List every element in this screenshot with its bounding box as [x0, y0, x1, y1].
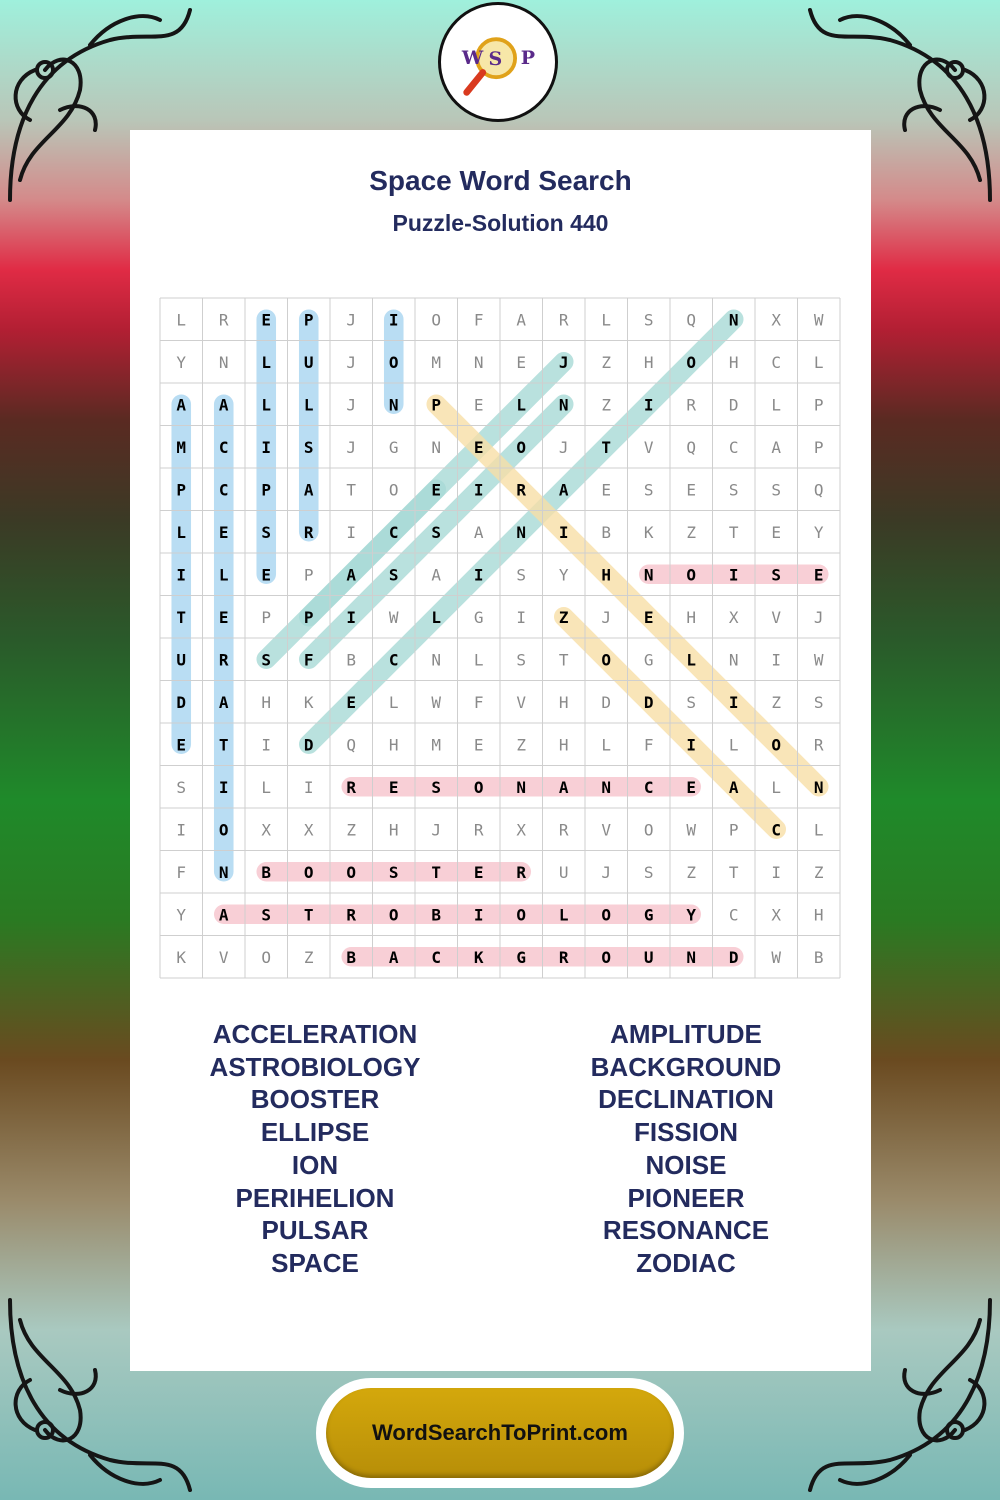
grid-cell: I — [176, 565, 187, 585]
grid-cell: R — [558, 310, 569, 330]
grid-cell: N — [728, 310, 739, 330]
grid-cell: H — [388, 735, 399, 755]
grid-cell: C — [728, 905, 739, 925]
grid-cell: S — [771, 480, 782, 500]
grid-cell: E — [431, 480, 442, 500]
grid-cell: Q — [346, 735, 357, 755]
grid-cell: P — [261, 480, 272, 500]
grid-cell: L — [388, 692, 399, 712]
logo-letter-s: S — [488, 47, 503, 70]
grid-cell: S — [728, 480, 739, 500]
grid-cell: K — [176, 947, 187, 967]
word-list-item: PIONEER — [627, 1182, 745, 1213]
word-list-right — [501, 1018, 871, 1280]
grid-cell: D — [728, 947, 739, 967]
grid-cell: E — [261, 565, 272, 585]
grid-cell: E — [473, 735, 484, 755]
grid-cell: S — [303, 437, 314, 457]
grid-cell: I — [388, 310, 399, 330]
grid-cell: U — [558, 862, 569, 882]
grid-cell: E — [813, 565, 824, 585]
grid-cell: C — [728, 437, 739, 457]
grid-cell: O — [686, 352, 697, 372]
grid-cell: N — [473, 352, 484, 372]
grid-cell: R — [218, 310, 229, 330]
word-list-item: ASTROBIOLOGY — [209, 1051, 421, 1082]
grid-cell: N — [431, 650, 442, 670]
grid-cell: L — [601, 310, 612, 330]
grid-cell: B — [813, 947, 824, 967]
grid-cell: C — [771, 820, 782, 840]
grid-cell: S — [261, 905, 272, 925]
grid-cell: E — [516, 352, 527, 372]
grid-cell: Y — [558, 565, 569, 585]
grid-cell: N — [218, 862, 229, 882]
grid-cell: D — [303, 735, 314, 755]
grid-cell: J — [558, 352, 569, 372]
grid-cell: T — [303, 905, 314, 925]
grid-cell: O — [261, 947, 272, 967]
grid-cell: Z — [601, 395, 612, 415]
grid-cell: A — [388, 947, 399, 967]
grid-cell: X — [516, 820, 527, 840]
grid-cell: O — [686, 565, 697, 585]
word-list-item: RESONANCE — [602, 1215, 770, 1246]
word-search-grid — [160, 298, 840, 978]
page-title: Space Word Search — [369, 165, 632, 196]
grid-cell: R — [558, 820, 569, 840]
grid-cell: J — [558, 437, 569, 457]
grid-cell: O — [388, 905, 399, 925]
grid-cell: E — [473, 862, 484, 882]
word-list-item: FISSION — [633, 1117, 738, 1148]
grid-cell: A — [516, 310, 527, 330]
grid-cell: P — [303, 565, 314, 585]
grid-cell: I — [771, 650, 782, 670]
grid-cell: Z — [686, 522, 697, 542]
grid-cell: C — [771, 352, 782, 372]
grid-cell: G — [388, 437, 399, 457]
grid-cell: A — [473, 522, 484, 542]
grid-cell: L — [516, 395, 527, 415]
grid-cell: E — [686, 480, 697, 500]
grid-cell: R — [473, 820, 484, 840]
grid-cell: R — [686, 395, 697, 415]
grid-cell: I — [346, 522, 357, 542]
grid-cell: Q — [686, 310, 697, 330]
grid-cell: N — [558, 395, 569, 415]
grid-cell: S — [516, 565, 527, 585]
grid-cell: L — [261, 352, 272, 372]
grid-cell: I — [176, 820, 187, 840]
grid-cell: G — [643, 905, 654, 925]
grid-cell: A — [431, 565, 442, 585]
grid-cell: Z — [346, 820, 357, 840]
grid-cell: N — [601, 777, 612, 797]
grid-cell: L — [261, 395, 272, 415]
grid-cell: A — [558, 777, 569, 797]
grid-cell: P — [303, 607, 314, 627]
grid-cell: Z — [516, 735, 527, 755]
word-list-item: AMPLITUDE — [610, 1019, 762, 1049]
grid-cell: A — [176, 395, 187, 415]
grid-cell: R — [558, 947, 569, 967]
grid-cell: G — [516, 947, 527, 967]
grid-cell: I — [218, 777, 229, 797]
grid-cell: S — [388, 565, 399, 585]
grid-cell: N — [388, 395, 399, 415]
grid-cell: X — [728, 607, 739, 627]
grid-cell: W — [771, 947, 782, 967]
grid-cell: L — [431, 607, 442, 627]
grid-cell: N — [643, 565, 654, 585]
grid-cell: P — [261, 607, 272, 627]
grid-cell: H — [558, 692, 569, 712]
grid-cell: Z — [813, 862, 824, 882]
grid-cell: J — [346, 395, 357, 415]
page-subtitle: Puzzle-Solution 440 — [392, 210, 609, 236]
grid-cell: W — [388, 607, 399, 627]
grid-cell: W — [686, 820, 697, 840]
grid-cell: L — [261, 777, 272, 797]
grid-cell: Z — [771, 692, 782, 712]
grid-cell: R — [346, 777, 357, 797]
grid-cell: J — [601, 607, 612, 627]
grid-cell: S — [686, 692, 697, 712]
grid-cell: J — [346, 437, 357, 457]
grid-cell: C — [431, 947, 442, 967]
footer-pill — [316, 1378, 684, 1488]
grid-cell: L — [218, 565, 229, 585]
grid-cell: S — [771, 565, 782, 585]
grid-cell: E — [771, 522, 782, 542]
grid-cell: O — [388, 480, 399, 500]
grid-cell: I — [686, 735, 697, 755]
grid-cell: F — [473, 310, 484, 330]
grid-cell: I — [261, 437, 272, 457]
site-button[interactable] — [326, 1388, 674, 1478]
grid-cell: Z — [558, 607, 569, 627]
grid-cell: J — [346, 352, 357, 372]
grid-cell: P — [813, 437, 824, 457]
grid-cell: E — [176, 735, 187, 755]
grid-cell: L — [728, 735, 739, 755]
grid-cell: Z — [601, 352, 612, 372]
grid-cell: E — [473, 395, 484, 415]
grid-cell: F — [473, 692, 484, 712]
grid-cell: O — [218, 820, 229, 840]
grid-cell: S — [176, 777, 187, 797]
grid-cell: S — [643, 480, 654, 500]
grid-cell: R — [813, 735, 824, 755]
word-list-item: BOOSTER — [250, 1084, 380, 1115]
grid-cell: N — [516, 522, 527, 542]
grid-cell: P — [728, 820, 739, 840]
grid-cell: A — [346, 565, 357, 585]
grid-cell: K — [303, 692, 314, 712]
grid-cell: N — [218, 352, 229, 372]
grid-cell: T — [176, 607, 187, 627]
grid-cell: A — [218, 905, 229, 925]
grid-cell: M — [431, 735, 442, 755]
grid-cell: W — [431, 692, 442, 712]
grid-cell: T — [601, 437, 612, 457]
grid-cell: A — [218, 395, 229, 415]
grid-cell: E — [218, 522, 229, 542]
grid-cell: E — [686, 777, 697, 797]
grid-cell: F — [643, 735, 654, 755]
grid-cell: B — [601, 522, 612, 542]
grid-cell: R — [218, 650, 229, 670]
grid-cell: T — [728, 522, 739, 542]
grid-cell: I — [728, 565, 739, 585]
grid-cell: L — [686, 650, 697, 670]
grid-cell: R — [346, 905, 357, 925]
grid-cell: C — [218, 437, 229, 457]
grid-cell: H — [728, 352, 739, 372]
grid-cell: L — [176, 310, 187, 330]
grid-cell: T — [431, 862, 442, 882]
word-list-item: SPACE — [271, 1247, 359, 1278]
grid-cell: X — [771, 310, 782, 330]
grid-cell: S — [643, 310, 654, 330]
grid-cell: P — [813, 395, 824, 415]
grid-cell: F — [303, 650, 314, 670]
grid-cell: A — [728, 777, 739, 797]
grid-cell: E — [261, 310, 272, 330]
grid-cell: S — [643, 862, 654, 882]
word-list-item: NOISE — [645, 1149, 727, 1180]
grid-cell: V — [643, 437, 654, 457]
grid-cell: V — [516, 692, 527, 712]
grid-cell: S — [261, 522, 272, 542]
grid-cell: Z — [303, 947, 314, 967]
grid-cell: D — [643, 692, 654, 712]
grid-cell: F — [176, 862, 187, 882]
grid-cell: L — [473, 650, 484, 670]
grid-cell: O — [771, 735, 782, 755]
word-list-item: PERIHELION — [235, 1182, 395, 1213]
word-list-item: ACCELERATION — [212, 1019, 418, 1049]
grid-cell: S — [261, 650, 272, 670]
grid-cell: E — [601, 480, 612, 500]
grid-cell: O — [431, 310, 442, 330]
grid-cell: U — [303, 352, 314, 372]
grid-cell: U — [176, 650, 187, 670]
grid-cell: W — [813, 650, 824, 670]
grid-cell: D — [176, 692, 187, 712]
wsp-logo — [438, 2, 558, 122]
grid-cell: Y — [813, 522, 824, 542]
grid-cell: X — [261, 820, 272, 840]
grid-cell: P — [431, 395, 442, 415]
grid-cell: H — [261, 692, 272, 712]
grid-cell: M — [176, 437, 187, 457]
grid-cell: O — [643, 820, 654, 840]
grid-cell: I — [473, 905, 484, 925]
grid-cell: I — [473, 565, 484, 585]
grid-cell: G — [473, 607, 484, 627]
word-list-item: PULSAR — [261, 1215, 369, 1246]
grid-cell: X — [771, 905, 782, 925]
grid-cell: R — [516, 862, 527, 882]
grid-cell: M — [431, 352, 442, 372]
grid-cell: L — [601, 735, 612, 755]
grid-cell: I — [516, 607, 527, 627]
grid-cell: J — [431, 820, 442, 840]
grid-cell: V — [601, 820, 612, 840]
grid-cell: O — [473, 777, 484, 797]
grid-svg — [160, 298, 840, 978]
grid-cell: N — [431, 437, 442, 457]
grid-cell: A — [218, 692, 229, 712]
grid-cell: A — [558, 480, 569, 500]
grid-cell: H — [643, 352, 654, 372]
grid-cell: P — [303, 310, 314, 330]
grid-cell: I — [558, 522, 569, 542]
grid-cell: B — [261, 862, 272, 882]
grid-cell: Q — [813, 480, 824, 500]
grid-cell: H — [601, 565, 612, 585]
grid-cell: I — [346, 607, 357, 627]
grid-cell: O — [303, 862, 314, 882]
grid-cell: E — [388, 777, 399, 797]
grid-cell: C — [388, 650, 399, 670]
grid-cell: I — [643, 395, 654, 415]
grid-cell: R — [303, 522, 314, 542]
grid-cell: K — [473, 947, 484, 967]
grid-cell: L — [176, 522, 187, 542]
grid-cell: K — [643, 522, 654, 542]
grid-cell: I — [771, 862, 782, 882]
puzzle-card — [130, 130, 871, 1371]
word-list-item: DECLINATION — [598, 1084, 774, 1115]
grid-cell: A — [303, 480, 314, 500]
grid-cell: C — [218, 480, 229, 500]
grid-cell: A — [771, 437, 782, 457]
grid-cell: R — [516, 480, 527, 500]
grid-cell: N — [728, 650, 739, 670]
grid-cell: N — [813, 777, 824, 797]
grid-cell: H — [813, 905, 824, 925]
grid-cell: U — [643, 947, 654, 967]
grid-cell: W — [813, 310, 824, 330]
grid-cell: I — [261, 735, 272, 755]
grid-cell: B — [346, 947, 357, 967]
grid-cell: L — [771, 395, 782, 415]
grid-cell: H — [388, 820, 399, 840]
word-list-item: ION — [291, 1149, 339, 1180]
word-list-item: ZODIAC — [636, 1247, 736, 1278]
grid-cell: C — [388, 522, 399, 542]
grid-cell: Q — [686, 437, 697, 457]
grid-cell: T — [218, 735, 229, 755]
logo-letter-w: W — [461, 46, 484, 69]
grid-cell: X — [303, 820, 314, 840]
grid-cell: J — [813, 607, 824, 627]
word-list-item: BACKGROUND — [590, 1051, 782, 1082]
grid-cell: B — [346, 650, 357, 670]
grid-cell: Z — [686, 862, 697, 882]
grid-cell: O — [601, 905, 612, 925]
grid-cell: E — [218, 607, 229, 627]
grid-cell: P — [176, 480, 187, 500]
word-list-item: ELLIPSE — [260, 1117, 370, 1148]
grid-cell: S — [431, 777, 442, 797]
grid-cell: B — [431, 905, 442, 925]
grid-cell: G — [643, 650, 654, 670]
grid-cell: C — [643, 777, 654, 797]
grid-cell: O — [516, 905, 527, 925]
grid-cell: S — [388, 862, 399, 882]
site-link[interactable]: WordSearchToPrint.com — [372, 1420, 628, 1445]
grid-cell: E — [473, 437, 484, 457]
grid-cell: O — [346, 862, 357, 882]
grid-cell: V — [771, 607, 782, 627]
grid-cell: N — [686, 947, 697, 967]
grid-cell: S — [813, 692, 824, 712]
grid-cell: O — [516, 437, 527, 457]
grid-cell: J — [601, 862, 612, 882]
grid-cell: I — [303, 777, 314, 797]
grid-cell: H — [558, 735, 569, 755]
grid-cell: H — [686, 607, 697, 627]
grid-cell: O — [601, 947, 612, 967]
grid-cell: T — [558, 650, 569, 670]
grid-cell: L — [303, 395, 314, 415]
grid-cell: E — [643, 607, 654, 627]
grid-cell: Y — [176, 352, 187, 372]
grid-cell: L — [813, 352, 824, 372]
grid-cell: V — [218, 947, 229, 967]
grid-cell: L — [771, 777, 782, 797]
word-list-left — [130, 1018, 500, 1280]
grid-cell: T — [728, 862, 739, 882]
grid-cell: T — [346, 480, 357, 500]
grid-cell: N — [516, 777, 527, 797]
grid-cell: I — [473, 480, 484, 500]
grid-cell: S — [516, 650, 527, 670]
logo-letter-p: P — [520, 46, 536, 69]
grid-cell: I — [728, 692, 739, 712]
grid-cell: E — [346, 692, 357, 712]
grid-cell: J — [346, 310, 357, 330]
grid-cell: L — [558, 905, 569, 925]
grid-cell: O — [601, 650, 612, 670]
grid-cell: D — [601, 692, 612, 712]
grid-cell: Y — [176, 905, 187, 925]
grid-cell: Y — [686, 905, 697, 925]
grid-cell: S — [431, 522, 442, 542]
grid-cell: D — [728, 395, 739, 415]
grid-cell: L — [813, 820, 824, 840]
grid-cell: O — [388, 352, 399, 372]
